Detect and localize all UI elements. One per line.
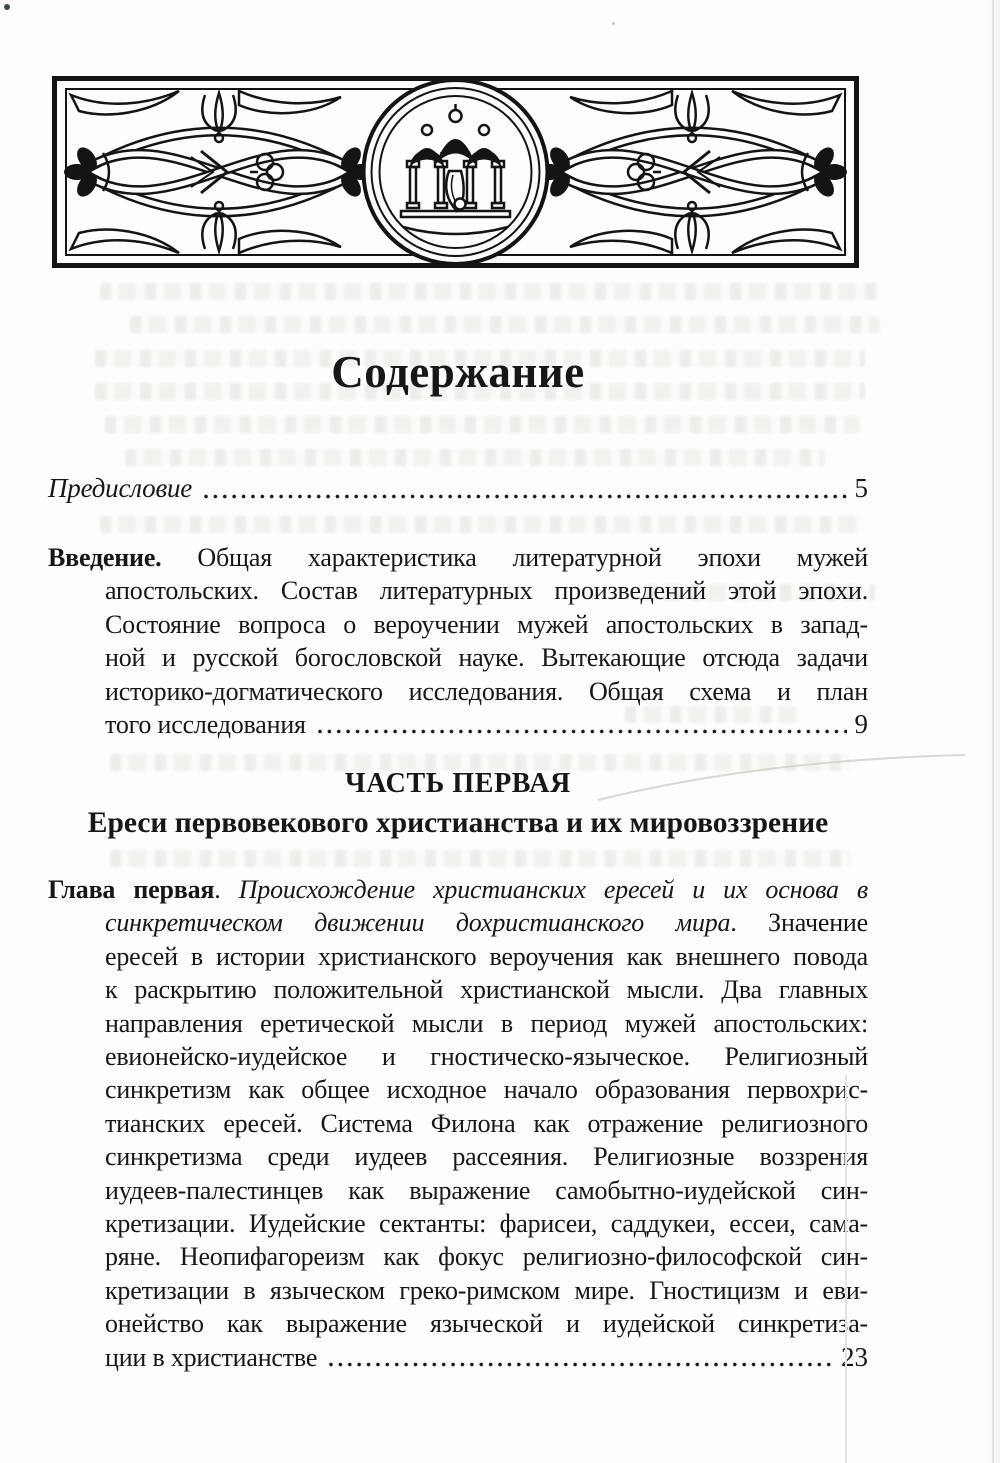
dot-leader [329,1362,833,1367]
scan-speck [4,4,10,10]
toc-entry-introduction [48,541,868,741]
toc-line [105,1140,868,1173]
page-edge-shading [984,0,1000,1463]
toc-line [105,1107,868,1140]
toc-line [105,1240,868,1273]
page-title: Содержание [331,347,585,397]
toc-line [105,1007,868,1040]
toc-text: евионейско-иудейское и гностическо-языческое. Религиозный [105,1042,868,1072]
toc-text: Происхождение христианских ересей и их основа в [238,875,868,904]
page-number: 9 [854,709,868,740]
toc-entry-chapter-1 [48,873,868,1374]
toc-line [105,1207,868,1240]
dot-leader [204,494,846,499]
toc-text: синкретическом движении дохристианского мира [105,908,731,938]
toc-entry-preface [48,470,868,506]
bleedthrough-artifact [130,316,880,333]
toc-text: кретизации в языческом греко-римском мире. Гностицизм и еви- [105,1275,868,1305]
toc-text: ряне. Неопифагореизм как фокус религиозно-философской син- [105,1242,868,1272]
toc-line [105,708,868,741]
toc-text: ции в христианстве [105,1342,318,1372]
toc-text: синкретизма среди иудеев рассеяния. Религиозные воззрения [105,1142,868,1172]
dot-leader [318,729,847,734]
bleedthrough-artifact [125,449,825,466]
toc-line [105,940,868,973]
bleedthrough-artifact [100,283,880,300]
toc-line [105,1073,868,1106]
toc-text: . [214,875,239,904]
part-subheading: Ереси первовекового христианства и их мировоззрение [87,807,829,839]
page-number: 23 [841,1341,868,1372]
toc-text: Предисловие [48,473,193,503]
toc-line [48,541,868,574]
page-number: 5 [854,473,868,503]
toc-line [105,973,868,1006]
toc-text: Состояние вопроса о вероучении мужей апостольских в запад- [105,609,868,639]
toc-text: историко-догматического исследования. Общая схема и план [105,676,868,706]
toc-line [105,675,868,708]
toc-line [105,1174,868,1207]
part-heading: ЧАСТЬ ПЕРВАЯ [345,768,571,799]
toc-line [105,1341,868,1374]
toc-text: Общая характеристика литературной эпохи мужей [161,543,868,572]
toc-line [105,1274,868,1307]
toc-text: иудеев-палестинцев как выражение самобытно-иудейской син- [105,1175,868,1205]
toc-line [105,608,868,641]
bleedthrough-artifact [100,516,865,533]
toc-text: того исследования [105,710,306,740]
ciborium-medallion [364,80,548,264]
part-heading-block [48,766,868,844]
toc-line [105,641,868,674]
toc-text: ной и русской богословской науке. Вытекающие отсюда задачи [105,643,868,673]
toc-text: синкретизм как общее исходное начало образования первохрис- [105,1075,868,1105]
toc-line [105,1040,868,1073]
toc-text: направления еретической мысли в период мужей апостольских: [105,1008,868,1038]
toc-text: ересей в истории христианского вероучения как внешнего повода [105,941,868,971]
toc-text: Введение. [48,543,162,572]
toc-text: . Значение [730,908,868,938]
toc-text: тианских ересей. Система Филона как отражение религиозного [105,1108,868,1138]
toc-text: онейство как выражение языческой и иудейской синкретиза- [105,1309,868,1339]
bleedthrough-artifact [110,850,850,867]
toc-text: к раскрытию положительной христианской мысли. Два главных [105,975,868,1005]
toc-text: кретизации. Иудейские сектанты: фарисеи, саддукеи, ессеи, сама- [105,1209,868,1239]
toc-line [105,906,868,939]
toc-line [48,470,868,506]
toc-text: Глава первая [48,875,215,904]
toc-line [105,1307,868,1340]
toc-line [48,873,868,906]
bleedthrough-artifact [105,416,860,433]
toc-text: апостольских. Состав литературных произведений этой эпохи. [105,576,868,606]
toc-line [105,574,868,607]
ornament-headpiece [51,74,860,270]
scan-speck [612,22,615,25]
